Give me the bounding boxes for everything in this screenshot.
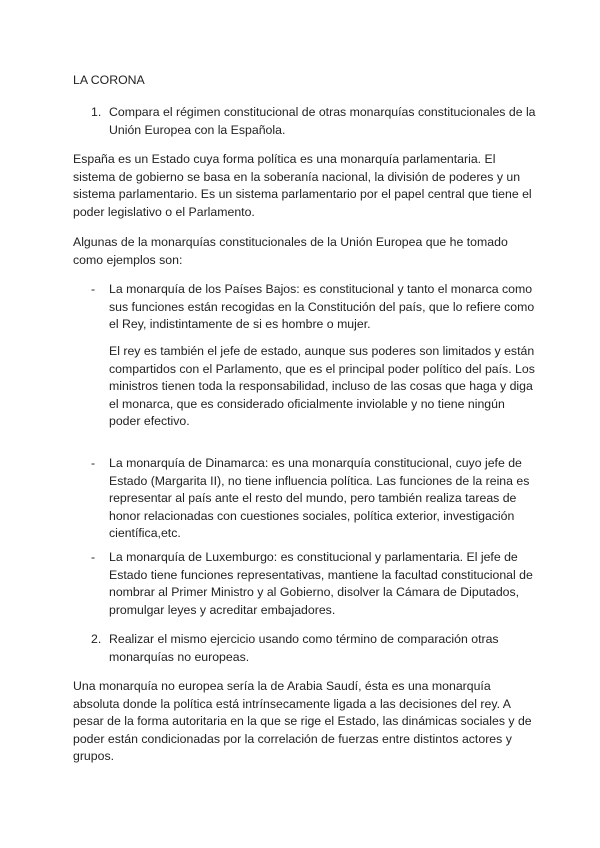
- question-2-text: Realizar el mismo ejercicio usando como término de comparación otras monarquías no europeas.: [109, 632, 499, 664]
- bullet-marker-luxembourg: -: [91, 550, 96, 564]
- question-1-text: Compara el régimen constitucional de otras monarquías constitucionales de la Unión Europea con la Española.: [109, 105, 536, 137]
- paragraph-saudi-arabia: Una monarquía no europea sería la de Arabia Saudí, ésta es una monarquía absoluta donde la política está intrínsecamente ligada a las decisiones del rey. A pesar de la forma autoritaria en la que se rige el Estado, las dinámicas sociales y de poder están condicionadas por la correlación de fuerzas entre distintos actores y grupos.: [73, 679, 532, 763]
- bullet-denmark: La monarquía de Dinamarca: es una monarquía constitucional, cuyo jefe de Estado (Margarita II), no tiene influencia política. Las funciones de la reina es representar al país ante el resto del mundo, pero también realiza tareas de honor relacionadas con cuestiones sociales, política exterior, investigación científica,etc.: [109, 456, 530, 540]
- bullet-marker-denmark: -: [91, 456, 96, 470]
- document-title: LA CORONA: [73, 73, 145, 87]
- bullet-marker-netherlands: -: [91, 282, 96, 296]
- bullet-luxembourg: La monarquía de Luxemburgo: es constitucional y parlamentaria. El jefe de Estado tiene funciones representativas, mantiene la facultad constitucional de nombrar al Primer Ministro y al Gobierno, disolver la Cámara de Diputados, promulgar leyes y acreditar embajadores.: [109, 550, 533, 617]
- paragraph-examples-intro: Algunas de la monarquías constitucionales de la Unión Europea que he tomado como ejemplos son:: [73, 235, 508, 267]
- bullet-netherlands: La monarquía de los Países Bajos: es constitucional y tanto el monarca como sus funciones están recogidas en la Constitución del país, que lo refiere como el Rey, indistintamente de si es hombre o mujer.: [109, 282, 535, 331]
- question-2-number: 2.: [91, 632, 102, 646]
- paragraph-spain: España es un Estado cuya forma política es una monarquía parlamentaria. El sistema de gobierno se basa en la soberanía nacional, la división de poderes y un sistema parlamentario. Es un sistema parlamentario por el papel central que tiene el poder legislativo o el Parlamento.: [73, 152, 532, 219]
- bullet-netherlands-continued: El rey es también el jefe de estado, aunque sus poderes son limitados y están compartidos con el Parlamento, que es el principal poder político del país. Los ministros tienen toda la responsabilidad, incluso de las cosas que haga y diga el monarca, que es considerado oficialmente inviolable y no tiene ningún poder efectivo.: [109, 344, 535, 428]
- question-1-number: 1.: [91, 105, 102, 119]
